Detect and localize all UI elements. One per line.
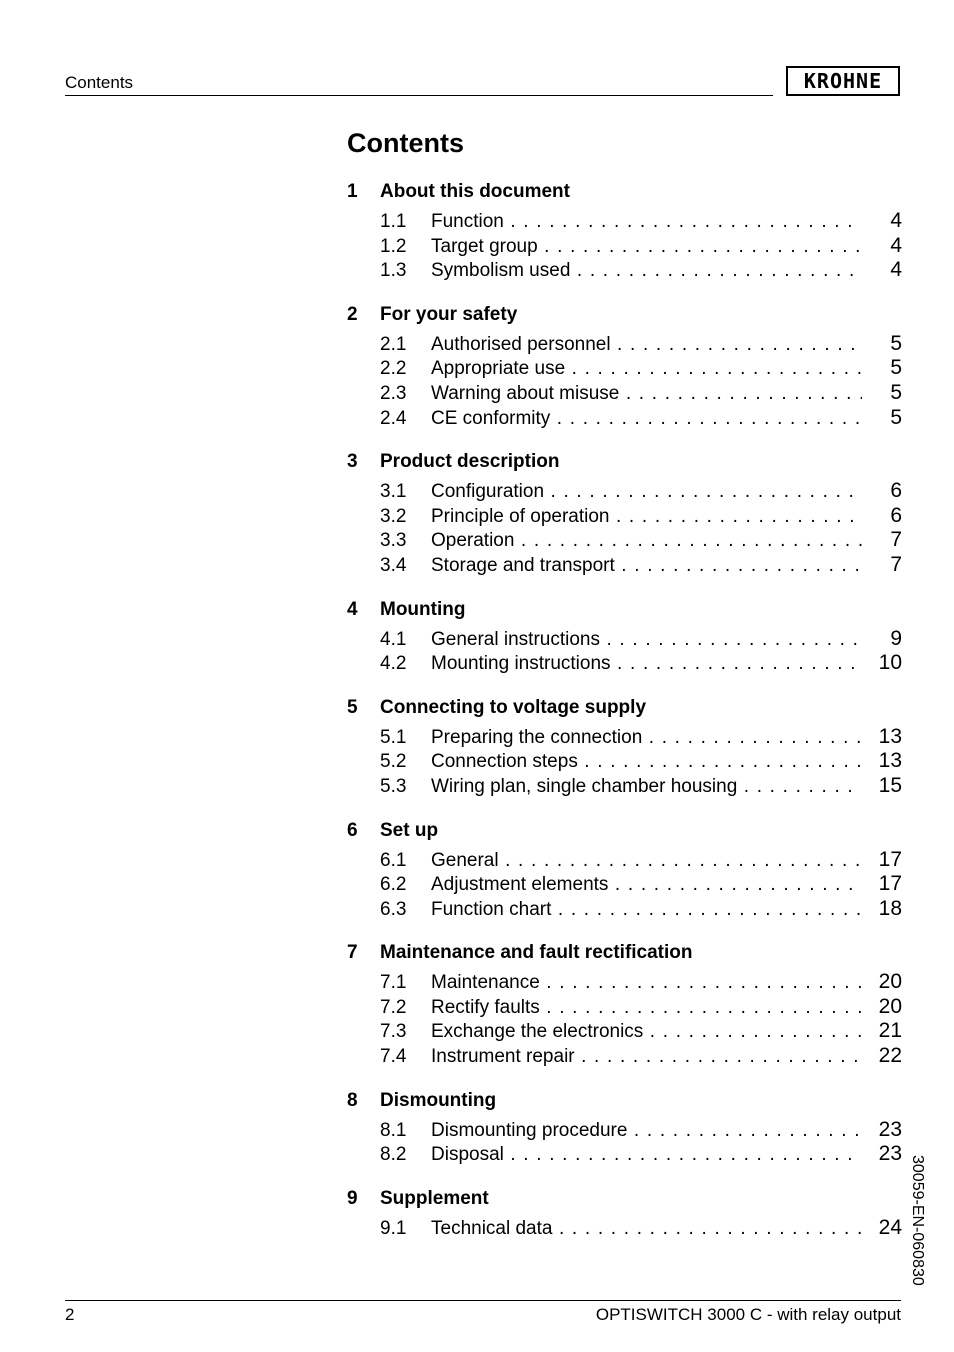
entry-number: 4.2: [380, 653, 407, 675]
toc-entry[interactable]: [347, 528, 902, 553]
entry-number: 1.2: [380, 235, 407, 257]
section-title: Supplement: [380, 1187, 489, 1209]
entry-number: 3.3: [380, 530, 407, 552]
entry-number: 3.1: [380, 481, 407, 503]
toc-entry[interactable]: [347, 504, 902, 529]
entry-number: 2.3: [380, 382, 407, 404]
section-number: 8: [347, 1089, 358, 1111]
toc-section-3: [347, 448, 902, 577]
toc-section-2: [347, 301, 902, 430]
document-code: 30059-EN-060830: [909, 1155, 926, 1286]
toc-entry[interactable]: [347, 627, 902, 652]
entry-title: Adjustment elements . . .: [431, 873, 862, 898]
section-number: 1: [347, 181, 358, 202]
section-number: 2: [347, 303, 358, 325]
entry-title: General . . .: [431, 849, 862, 874]
entry-title: Rectify faults . . .: [431, 996, 862, 1021]
section-heading[interactable]: [347, 448, 902, 476]
toc-section-7: [347, 939, 902, 1068]
toc-section-1: [347, 178, 902, 283]
entry-title: Function chart . . .: [431, 898, 862, 923]
section-title: Connecting to voltage supply: [380, 696, 647, 718]
entry-page: 20: [878, 970, 902, 994]
entry-title: Disposal . . .: [431, 1143, 862, 1168]
entry-title: Warning about misuse . . .: [431, 382, 862, 407]
entry-page: 5: [890, 356, 902, 380]
entry-page: 4: [890, 258, 902, 282]
entry-page: 10: [878, 651, 902, 675]
section-heading[interactable]: [347, 817, 902, 845]
toc-entry[interactable]: [347, 749, 902, 774]
footer-rule: [65, 1300, 901, 1301]
entry-page: 22: [878, 1044, 902, 1068]
entry-number: 6.1: [380, 849, 407, 871]
entry-title: Authorised personnel . . .: [431, 333, 862, 358]
toc-entry[interactable]: [347, 381, 902, 406]
entry-page: 5: [890, 331, 902, 355]
section-number: 7: [347, 942, 358, 964]
entry-number: 3.2: [380, 505, 407, 527]
toc-entry[interactable]: [347, 479, 902, 504]
toc-entry[interactable]: [347, 872, 902, 897]
entry-number: 7.4: [380, 1046, 407, 1068]
entry-title: Technical data . . .: [431, 1217, 862, 1242]
entry-title: Function . . .: [431, 210, 862, 235]
entry-title: Target group . . .: [431, 235, 862, 260]
toc-entry[interactable]: [347, 1216, 902, 1241]
entry-number: 5.3: [380, 775, 407, 797]
entry-page: 17: [878, 872, 902, 896]
table-of-contents: [347, 178, 902, 1258]
section-number: 3: [347, 451, 358, 473]
section-heading[interactable]: [347, 1185, 902, 1213]
entry-number: 9.1: [380, 1217, 407, 1239]
krohne-logo: KROHNE: [786, 66, 900, 96]
entry-title: Preparing the connection . . .: [431, 726, 862, 751]
entry-number: 3.4: [380, 554, 407, 576]
entry-number: 7.2: [380, 996, 407, 1018]
entry-page: 9: [890, 626, 902, 650]
section-heading[interactable]: [347, 596, 902, 624]
entry-number: 5.2: [380, 751, 407, 773]
toc-entry[interactable]: [347, 209, 902, 234]
entry-title: Wiring plan, single chamber housing . . .: [431, 775, 862, 800]
entry-page: 23: [878, 1142, 902, 1166]
entry-page: 6: [890, 503, 902, 527]
page-number: 2: [65, 1305, 75, 1324]
section-number: 9: [347, 1187, 358, 1209]
toc-section-8: [347, 1087, 902, 1167]
section-number: 4: [347, 598, 358, 620]
section-heading[interactable]: [347, 1087, 902, 1115]
toc-entry[interactable]: [347, 1142, 902, 1167]
toc-entry[interactable]: [347, 848, 902, 873]
toc-entry[interactable]: [347, 258, 902, 283]
entry-title: Instrument repair . . .: [431, 1045, 862, 1070]
entry-title: Storage and transport . . .: [431, 554, 862, 579]
toc-entry[interactable]: [347, 1118, 902, 1143]
toc-entry[interactable]: [347, 725, 902, 750]
entry-title: Symbolism used . . .: [431, 259, 862, 284]
entry-page: 15: [878, 773, 902, 797]
entry-number: 2.2: [380, 358, 407, 380]
toc-section-6: [347, 817, 902, 922]
toc-entry[interactable]: [347, 406, 902, 431]
entry-page: 23: [878, 1117, 902, 1141]
entry-number: 7.3: [380, 1021, 407, 1043]
entry-number: 5.1: [380, 726, 407, 748]
toc-entry[interactable]: [347, 970, 902, 995]
entry-title: Exchange the electronics . . .: [431, 1020, 862, 1045]
section-title: Maintenance and fault rectification: [380, 942, 693, 964]
section-title: Dismounting: [380, 1089, 497, 1111]
entry-title: Mounting instructions . . .: [431, 652, 862, 677]
entry-page: 5: [890, 405, 902, 429]
section-title: Mounting: [380, 598, 466, 620]
toc-entry[interactable]: [347, 1019, 902, 1044]
entry-number: 1.3: [380, 260, 407, 282]
section-title: Set up: [380, 819, 439, 841]
section-heading[interactable]: [347, 939, 902, 967]
toc-entry[interactable]: [347, 1044, 902, 1069]
toc-entry[interactable]: [347, 995, 902, 1020]
entry-title: General instructions . . .: [431, 628, 862, 653]
entry-number: 8.2: [380, 1144, 407, 1166]
section-heading[interactable]: [347, 301, 902, 329]
entry-number: 4.1: [380, 628, 407, 650]
entry-number: 8.1: [380, 1119, 407, 1141]
entry-title: Connection steps . . .: [431, 750, 862, 775]
entry-number: 6.2: [380, 874, 407, 896]
toc-entry[interactable]: [347, 553, 902, 578]
entry-page: 4: [890, 209, 902, 232]
product-name: OPTISWITCH 3000 C - with relay output: [595, 1305, 901, 1324]
toc-entry[interactable]: [347, 356, 902, 381]
section-title: Product description: [380, 451, 560, 473]
entry-page: 24: [878, 1215, 902, 1239]
entry-page: 13: [878, 724, 902, 748]
toc-section-9: [347, 1185, 902, 1241]
section-heading[interactable]: [347, 178, 902, 206]
section-title: About this document: [380, 181, 570, 202]
section-number: 6: [347, 819, 358, 841]
running-header: Contents: [65, 73, 134, 92]
toc-section-5: [347, 694, 902, 799]
entry-page: 20: [878, 994, 902, 1018]
entry-title: Principle of operation . . .: [431, 505, 862, 530]
entry-number: 1.1: [380, 211, 407, 232]
entry-page: 6: [890, 479, 902, 503]
toc-entry[interactable]: [347, 332, 902, 357]
section-number: 5: [347, 696, 358, 718]
entry-title: Maintenance . . .: [431, 971, 862, 996]
entry-number: 2.1: [380, 333, 407, 355]
entry-page: 4: [890, 233, 902, 257]
toc-entry[interactable]: [347, 234, 902, 259]
toc-entry[interactable]: [347, 651, 902, 676]
entry-page: 21: [878, 1019, 902, 1043]
entry-number: 7.1: [380, 972, 407, 994]
entry-title: Operation . . .: [431, 529, 862, 554]
section-heading[interactable]: [347, 694, 902, 722]
entry-title: Dismounting procedure . . .: [431, 1119, 862, 1144]
entry-number: 2.4: [380, 407, 407, 429]
entry-page: 7: [890, 552, 902, 576]
entry-page: 17: [878, 847, 902, 871]
entry-page: 5: [890, 380, 902, 404]
section-title: For your safety: [380, 303, 518, 325]
entry-title: CE conformity . . .: [431, 407, 862, 432]
entry-title: Appropriate use . . .: [431, 357, 862, 382]
toc-entry[interactable]: [347, 897, 902, 922]
entry-page: 18: [878, 896, 902, 920]
toc-section-4: [347, 596, 902, 676]
header-rule: [65, 95, 773, 96]
entry-page: 13: [878, 749, 902, 773]
toc-entry[interactable]: [347, 774, 902, 799]
entry-title: Configuration . . .: [431, 480, 862, 505]
entry-number: 6.3: [380, 898, 407, 920]
page-title: Contents: [347, 128, 464, 158]
entry-page: 7: [890, 528, 902, 552]
